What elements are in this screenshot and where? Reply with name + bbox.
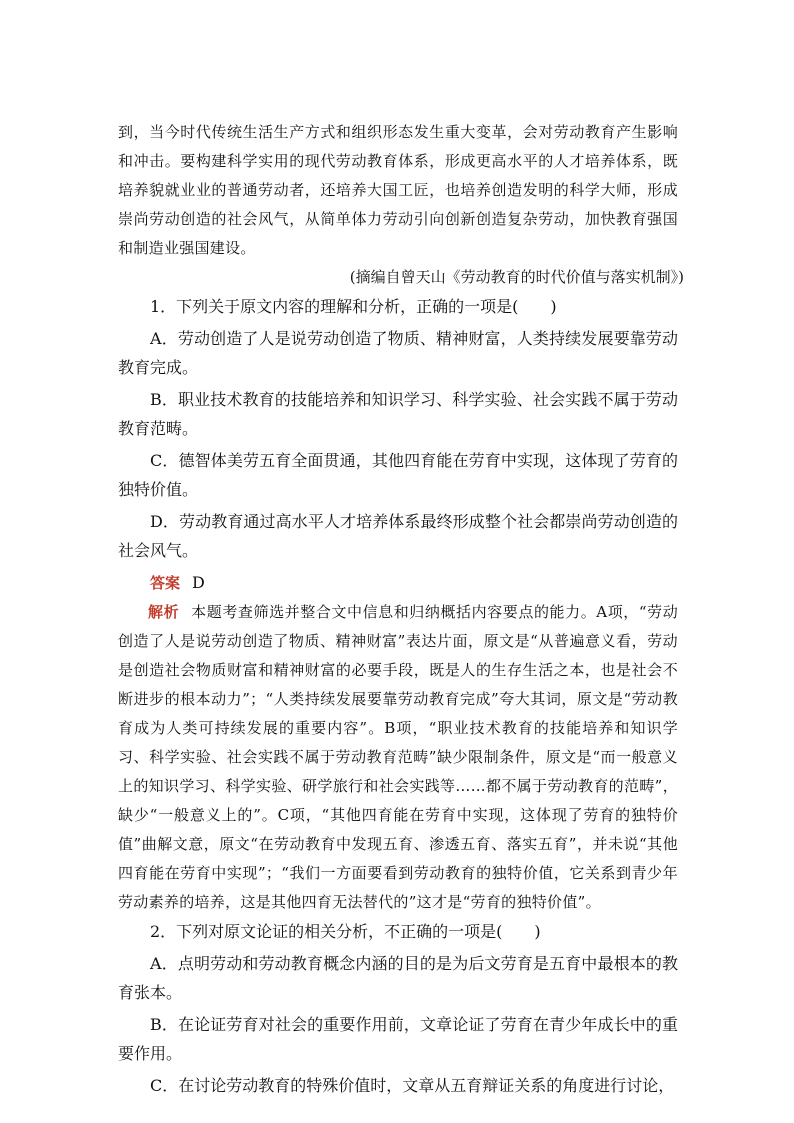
- question-1-explanation: [118, 598, 678, 917]
- explanation-text: 本题考查筛选并整合文中信息和归纳概括内容要点的能力。A项，“劳动创造了人是说劳动创造了物质、精神财富”表达片面，原文是“从普遍意义看，劳动是创造社会物质财富和精神财富的必要手段，既是人的生存生活之本，也是社会不断进步的根本动力”；“人类持续发展要靠劳动教育完成”夸大其词，原文是“劳动教育成为人类可持续发展的重要内容”。B项，“职业技术教育的技能培养和知识学习、科学实验、社会实践不属于劳动教育范畴”缺少限制条件，原文是“而一般意义上的知识学习、科学实验、研学旅行和社会实践等……都不属于劳动教育的范畴”，缺少“一般意义上的”。C项，“其他四育能在劳育中实现，这体现了劳育的独特价值”曲解文意，原文“在劳动教育中发现五育、渗透五育、落实五育”，并未说“其他四育能在劳育中实现”；“我们一方面要看到劳动教育的独特价值，它关系到青少年劳动素养的培养，这是其他四育无法替代的”这才是“劳育的独特价值”。: [118, 603, 678, 911]
- question-1-option-b: B．职业技术教育的技能培养和知识学习、科学实验、社会实践不属于劳动教育范畴。: [118, 390, 678, 438]
- document-page: [118, 118, 684, 1100]
- passage-tail: 到，当今时代传统生活生产方式和组织形态发生重大变革，会对劳动教育产生影响和冲击。要构建科学实用的现代劳动教育体系，形成更高水平的人才培养体系，既培养貌就业业的普通劳动者，还培养大国工匠，也培养创造发明的科学大师，形成崇尚劳动创造的社会风气，从简单体力劳动引向创新创造复杂劳动，加快教育强国和制造业强国建设。: [118, 123, 678, 257]
- question-1-option-c: C．德智体美劳五育全面贯通，其他四育能在劳育中实现，这体现了劳育的独特价值。: [118, 451, 678, 499]
- explanation-label: 解析: [148, 603, 180, 621]
- question-1-answer: [118, 568, 678, 598]
- question-1-option-d: D．劳动教育通过高水平人才培养体系最终形成整个社会都崇尚劳动创造的社会风气。: [118, 512, 678, 560]
- question-2-option-c: C．在讨论劳动教育的特殊价值时，文章从五育辩证关系的角度进行讨论，: [150, 1076, 675, 1095]
- passage-citation: (摘编自曾天山《劳动教育的时代价值与落实机制》): [349, 268, 684, 286]
- question-2-option-a: A．点明劳动和劳动教育概念内涵的目的是为后文劳育是五育中最根本的教育张本。: [118, 954, 678, 1002]
- answer-value: D: [192, 573, 205, 592]
- question-2-option-b: B．在论证劳育对社会的重要作用前，文章论证了劳育在青少年成长中的重要作用。: [118, 1015, 678, 1063]
- answer-label: 答案: [150, 574, 181, 592]
- question-1-option-a: A．劳动创造了人是说劳动创造了物质、精神财富，人类持续发展要靠劳动教育完成。: [118, 329, 678, 377]
- question-2-stem: 2．下列对原文论证的相关分析，不正确的一项是( ): [150, 922, 541, 941]
- question-1-stem: 1．下列关于原文内容的理解和分析，正确的一项是( ): [150, 297, 557, 316]
